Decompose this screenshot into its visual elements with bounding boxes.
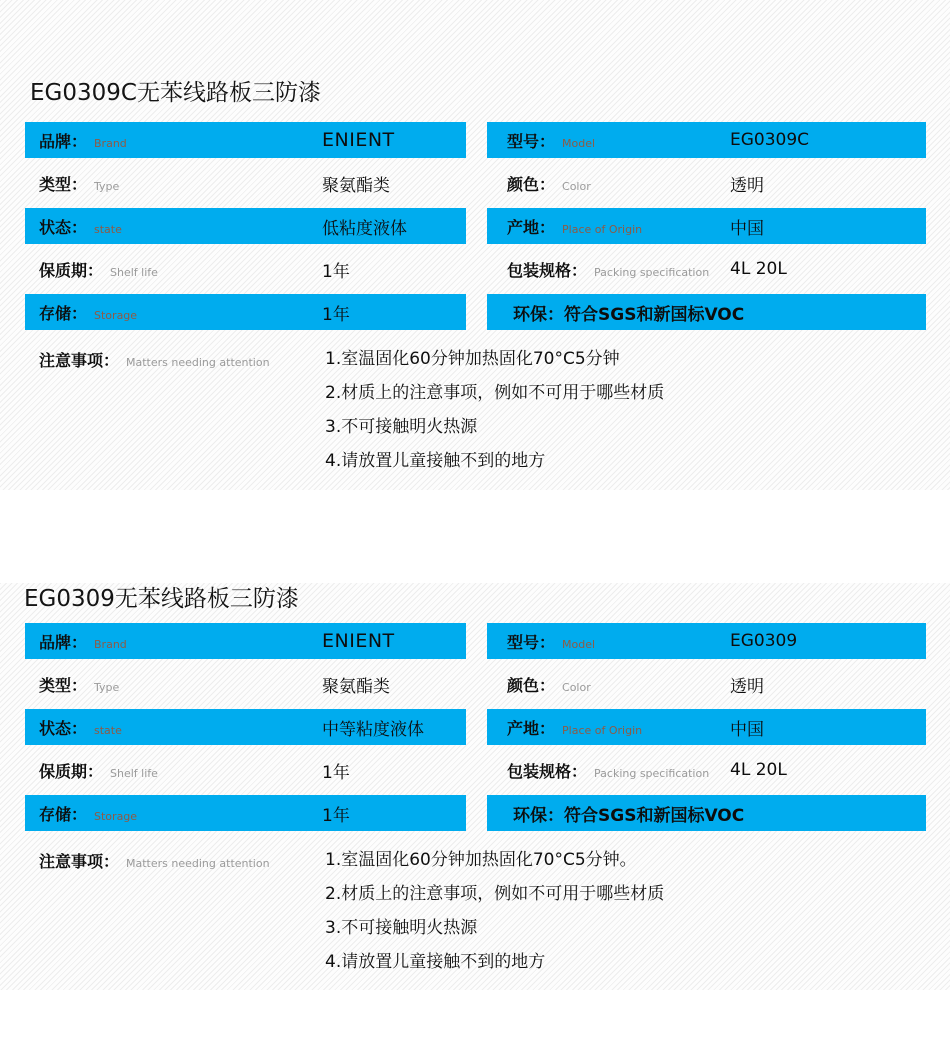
spec-label: 型号： bbox=[507, 632, 556, 652]
spec-row-origin bbox=[487, 208, 926, 244]
spec-value: 1年 bbox=[322, 762, 350, 783]
spec-label: 颜色： bbox=[507, 174, 556, 194]
spec-label: 环保：符合SGS和新国标VOC bbox=[513, 304, 745, 325]
spec-label: 型号： bbox=[507, 131, 556, 151]
spec-label-en: Brand bbox=[94, 637, 127, 651]
note-item: 1.室温固化60分钟加热固化70°C5分钟。 bbox=[325, 850, 637, 870]
spec-value: 中国 bbox=[730, 719, 764, 740]
notes-section bbox=[0, 843, 950, 979]
spec-column-right bbox=[487, 122, 926, 330]
spec-row-storage bbox=[25, 795, 466, 831]
note-item: 4.请放置儿童接触不到的地方 bbox=[325, 451, 546, 471]
spec-value: 1年 bbox=[322, 261, 350, 282]
spec-label: 产地： bbox=[507, 718, 556, 738]
spec-column-right bbox=[487, 623, 926, 831]
spec-value: 1年 bbox=[322, 805, 350, 826]
notes-section bbox=[0, 342, 950, 478]
spec-row-brand bbox=[25, 623, 466, 659]
spec-value: 聚氨酯类 bbox=[322, 676, 390, 697]
spec-table bbox=[0, 623, 950, 831]
spec-label-en: Shelf life bbox=[110, 265, 158, 279]
spec-value: 中等粘度液体 bbox=[322, 719, 424, 740]
note-item: 4.请放置儿童接触不到的地方 bbox=[325, 952, 546, 972]
spec-row-state bbox=[25, 709, 466, 745]
spec-value: EG0309 bbox=[730, 631, 798, 651]
spec-label: 类型： bbox=[39, 174, 88, 194]
spec-label-en: Place of Origin bbox=[562, 723, 643, 737]
spec-row-model bbox=[487, 122, 926, 158]
spec-label-en: Shelf life bbox=[110, 766, 158, 780]
notes-label: 注意事项： bbox=[39, 351, 120, 370]
spec-label-en: Type bbox=[94, 680, 120, 694]
spec-label: 状态： bbox=[39, 217, 88, 237]
spec-table bbox=[0, 122, 950, 330]
spec-row-model bbox=[487, 623, 926, 659]
spec-label-en: Packing specification bbox=[594, 766, 710, 780]
spec-label: 保质期： bbox=[39, 260, 104, 280]
spec-row-type bbox=[25, 666, 466, 702]
spec-label: 包装规格： bbox=[507, 260, 588, 280]
notes-label-en: Matters needing attention bbox=[126, 356, 270, 369]
spec-label: 颜色： bbox=[507, 675, 556, 695]
spec-row-eco bbox=[487, 294, 926, 330]
spec-value: ENIENT bbox=[322, 129, 395, 151]
spec-label-en: Model bbox=[562, 637, 596, 651]
spec-label-en: Storage bbox=[94, 308, 138, 322]
spec-value: 中国 bbox=[730, 218, 764, 239]
spec-label-en: Color bbox=[562, 179, 591, 193]
spec-label-en: Model bbox=[562, 136, 596, 150]
spec-row-state bbox=[25, 208, 466, 244]
spec-value: 1年 bbox=[322, 304, 350, 325]
page-bottom-whitespace bbox=[0, 990, 950, 1040]
spec-label-en: Type bbox=[94, 179, 120, 193]
spec-value: 透明 bbox=[730, 175, 764, 196]
spec-label-en: state bbox=[94, 723, 122, 737]
spec-value: ENIENT bbox=[322, 630, 395, 652]
note-item: 3.不可接触明火热源 bbox=[325, 417, 478, 437]
spec-row-origin bbox=[487, 709, 926, 745]
spec-value: 透明 bbox=[730, 676, 764, 697]
spec-label-en: Brand bbox=[94, 136, 127, 150]
spec-row-packing bbox=[487, 251, 926, 287]
note-item: 2.材质上的注意事项，例如不可用于哪些材质 bbox=[325, 383, 665, 403]
notes-label-en: Matters needing attention bbox=[126, 857, 270, 870]
spec-column-left bbox=[25, 122, 466, 330]
spec-value: 低粘度液体 bbox=[322, 218, 407, 239]
spec-label: 保质期： bbox=[39, 761, 104, 781]
spec-value: 聚氨酯类 bbox=[322, 175, 390, 196]
note-item: 2.材质上的注意事项，例如不可用于哪些材质 bbox=[325, 884, 665, 904]
spec-row-color bbox=[487, 165, 926, 201]
product-title: EG0309无苯线路板三防漆 bbox=[24, 586, 299, 612]
spec-value: EG0309C bbox=[730, 130, 810, 150]
spec-label: 环保：符合SGS和新国标VOC bbox=[513, 805, 745, 826]
spec-label: 类型： bbox=[39, 675, 88, 695]
spec-label: 包装规格： bbox=[507, 761, 588, 781]
spec-label-en: Storage bbox=[94, 809, 138, 823]
spec-value: 4L 20L bbox=[730, 760, 787, 780]
spec-label-en: state bbox=[94, 222, 122, 236]
section-divider bbox=[0, 490, 950, 583]
notes-list bbox=[325, 342, 664, 478]
spec-label: 状态： bbox=[39, 718, 88, 738]
spec-value: 4L 20L bbox=[730, 259, 787, 279]
spec-label: 品牌： bbox=[39, 131, 88, 151]
spec-row-storage bbox=[25, 294, 466, 330]
product-section-eg0309c bbox=[0, 0, 950, 490]
note-item: 1.室温固化60分钟加热固化70°C5分钟 bbox=[325, 349, 620, 369]
spec-column-left bbox=[25, 623, 466, 831]
notes-list bbox=[325, 843, 664, 979]
spec-label-en: Place of Origin bbox=[562, 222, 643, 236]
spec-row-shelf-life bbox=[25, 752, 466, 788]
spec-label: 存储： bbox=[39, 804, 88, 824]
spec-label: 产地： bbox=[507, 217, 556, 237]
spec-label-en: Packing specification bbox=[594, 265, 710, 279]
product-title: EG0309C无苯线路板三防漆 bbox=[30, 80, 321, 106]
spec-row-packing bbox=[487, 752, 926, 788]
spec-row-type bbox=[25, 165, 466, 201]
spec-row-eco bbox=[487, 795, 926, 831]
spec-row-color bbox=[487, 666, 926, 702]
note-item: 3.不可接触明火热源 bbox=[325, 918, 478, 938]
spec-label: 存储： bbox=[39, 303, 88, 323]
spec-label-en: Color bbox=[562, 680, 591, 694]
spec-row-brand bbox=[25, 122, 466, 158]
notes-label: 注意事项： bbox=[39, 852, 120, 871]
product-section-eg0309 bbox=[0, 583, 950, 990]
spec-row-shelf-life bbox=[25, 251, 466, 287]
spec-label: 品牌： bbox=[39, 632, 88, 652]
